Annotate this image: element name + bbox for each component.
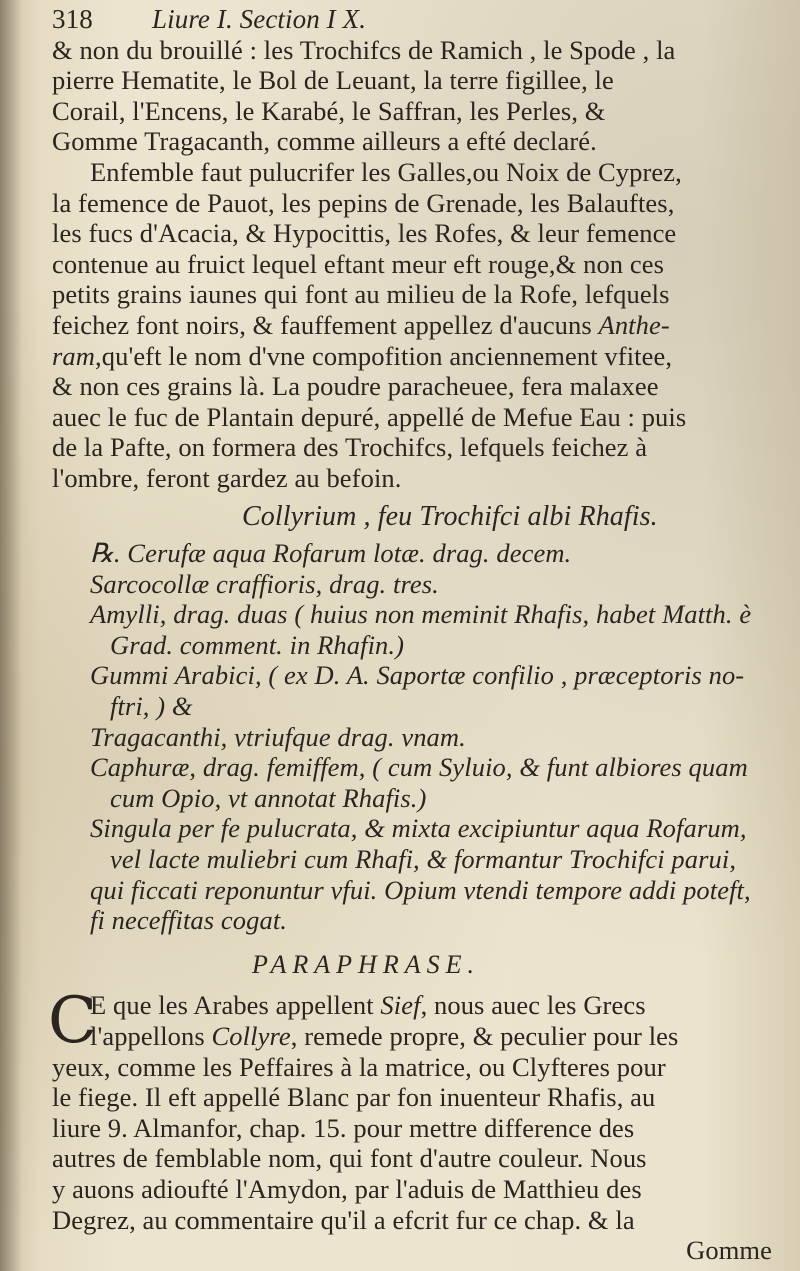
recipe-line-13: fi neceffitas cogat. xyxy=(90,905,288,936)
catchword: Gomme xyxy=(686,1235,772,1266)
recipe-line-2: Sarcocollæ craffioris, drag. tres. xyxy=(90,568,439,599)
text-line-10-roman: feichez font noirs, & fauffement appellez d'aucuns xyxy=(52,309,599,340)
drop-cap: C xyxy=(48,984,98,1059)
page-number: 318 xyxy=(52,4,93,34)
text-line-8: contenue au fruict lequel eftant meur eft rouge,& non ces xyxy=(52,248,665,279)
paraphrase-line-3: yeux, comme les Peffaires à la matrice, ou Clyfteres pour xyxy=(52,1051,666,1082)
page-text xyxy=(48,4,792,1266)
text-line-15: l'ombre, feront gardez au befoin. xyxy=(52,462,402,493)
recipe-line-3: Amylli, drag. duas ( huius non meminit Rhafis, habet Matth. è xyxy=(90,599,752,630)
text-line-14: de la Pafte, on formera des Trochifcs, lefquels feichez à xyxy=(52,432,648,463)
paraphrase-line-7: y auons adioufté l'Amydon, par l'aduis de Matthieu des xyxy=(52,1173,642,1204)
recipe-line-9: cum Opio, vt annotat Rhafis.) xyxy=(110,782,427,813)
text-line-6: la femence de Pauot, les pepins de Grenade, les Balauftes, xyxy=(52,187,675,218)
paraphrase-line-5: liure 9. Almanfor, chap. 15. pour mettre difference des xyxy=(52,1112,635,1143)
text-line-10-italic: Anthe- xyxy=(598,309,670,340)
text-line-11 xyxy=(52,341,792,372)
text-line-7: les fucs d'Acacia, & Hypocittis, les Rofes, & leur femence xyxy=(52,218,677,249)
recipe-line-11: vel lacte muliebri cum Rhafi, & formantur Trochifci parui, xyxy=(110,844,737,875)
text-line-12: & non ces grains là. La poudre paracheuee, fera malaxee xyxy=(52,371,659,402)
paraphrase-line-4: le fiege. Il eft appellé Blanc par fon inuenteur Rhafis, au xyxy=(52,1082,656,1113)
recipe-line-7: Tragacanthi, vtriufque drag. vnam. xyxy=(90,721,466,752)
running-title: Liure I. Section I X. xyxy=(152,4,367,34)
paraphrase-line-6: autres de femblable nom, qui font d'autre couleur. Nous xyxy=(52,1143,647,1174)
recipe-line-12: qui ficcati reponuntur vfui. Opium vtendi tempore addi poteft, xyxy=(90,874,751,905)
text-line-4: Gomme Tragacanth, comme ailleurs a efté declaré. xyxy=(52,126,597,157)
paraphrase-line-2-italic: Collyre xyxy=(211,1021,291,1051)
text-line-1: & non du brouillé : les Trochifcs de Ramich , le Spode , la xyxy=(52,34,676,65)
paraphrase-line-1-italic: Sief xyxy=(380,990,421,1021)
text-line-11-italic: ram xyxy=(52,340,96,371)
recipe-line-1: ℞. Cerufæ aqua Rofarum lotæ. drag. decem. xyxy=(90,538,572,569)
recipe-title: Collyrium , feu Trochifci albi Rhafis. xyxy=(242,500,658,532)
paraphrase-line-8: Degrez, au commentaire qu'il a efcrit fur ce chap. & la xyxy=(52,1204,635,1235)
text-line-2: pierre Hematite, le Bol de Leuant, la terre figillee, le xyxy=(52,65,614,96)
recipe-line-4: Grad. comment. in Rhafin.) xyxy=(110,629,405,660)
paraphrase-line-2-a: l'appellons xyxy=(90,1021,212,1051)
text-line-10 xyxy=(52,310,792,341)
text-line-11-roman: ,qu'eft le nom d'vne compofition anciennement vfitee, xyxy=(95,340,673,371)
recipe-line-6: ftri, ) & xyxy=(110,691,193,722)
paraphrase-line-1-a: E que les Arabes appellent xyxy=(90,990,381,1021)
recipe-line-8: Caphuræ, drag. femiffem, ( cum Syluio, & funt albiores quam xyxy=(90,752,748,783)
gutter-shadow xyxy=(0,0,22,1271)
recipe-line-5: Gummi Arabici, ( ex D. A. Saportæ confilio , præceptoris no- xyxy=(90,660,745,691)
text-line-13: auec le fuc de Plantain depuré, appellé de Mefue Eau : puis xyxy=(52,401,687,432)
paraphrase-line-2-c: , remede propre, & peculier pour les xyxy=(290,1021,679,1051)
paraphrase-line-1-c: , nous auec les Grecs xyxy=(420,990,646,1021)
paraphrase-heading: PARAPHRASE. xyxy=(252,949,480,979)
text-line-9: petits grains iaunes qui font au milieu de la Rofe, lefquels xyxy=(52,279,670,310)
text-line-5: Enfemble faut pulucrifer les Galles,ou Noix de Cyprez, xyxy=(90,156,682,187)
page-header xyxy=(52,4,792,35)
text-line-3: Corail, l'Encens, le Karabé, le Saffran, les Perles, & xyxy=(52,95,606,126)
recipe-line-10: Singula per fe pulucrata, & mixta excipiuntur aqua Rofarum, xyxy=(90,813,747,844)
paraphrase-line-2 xyxy=(52,1021,792,1052)
